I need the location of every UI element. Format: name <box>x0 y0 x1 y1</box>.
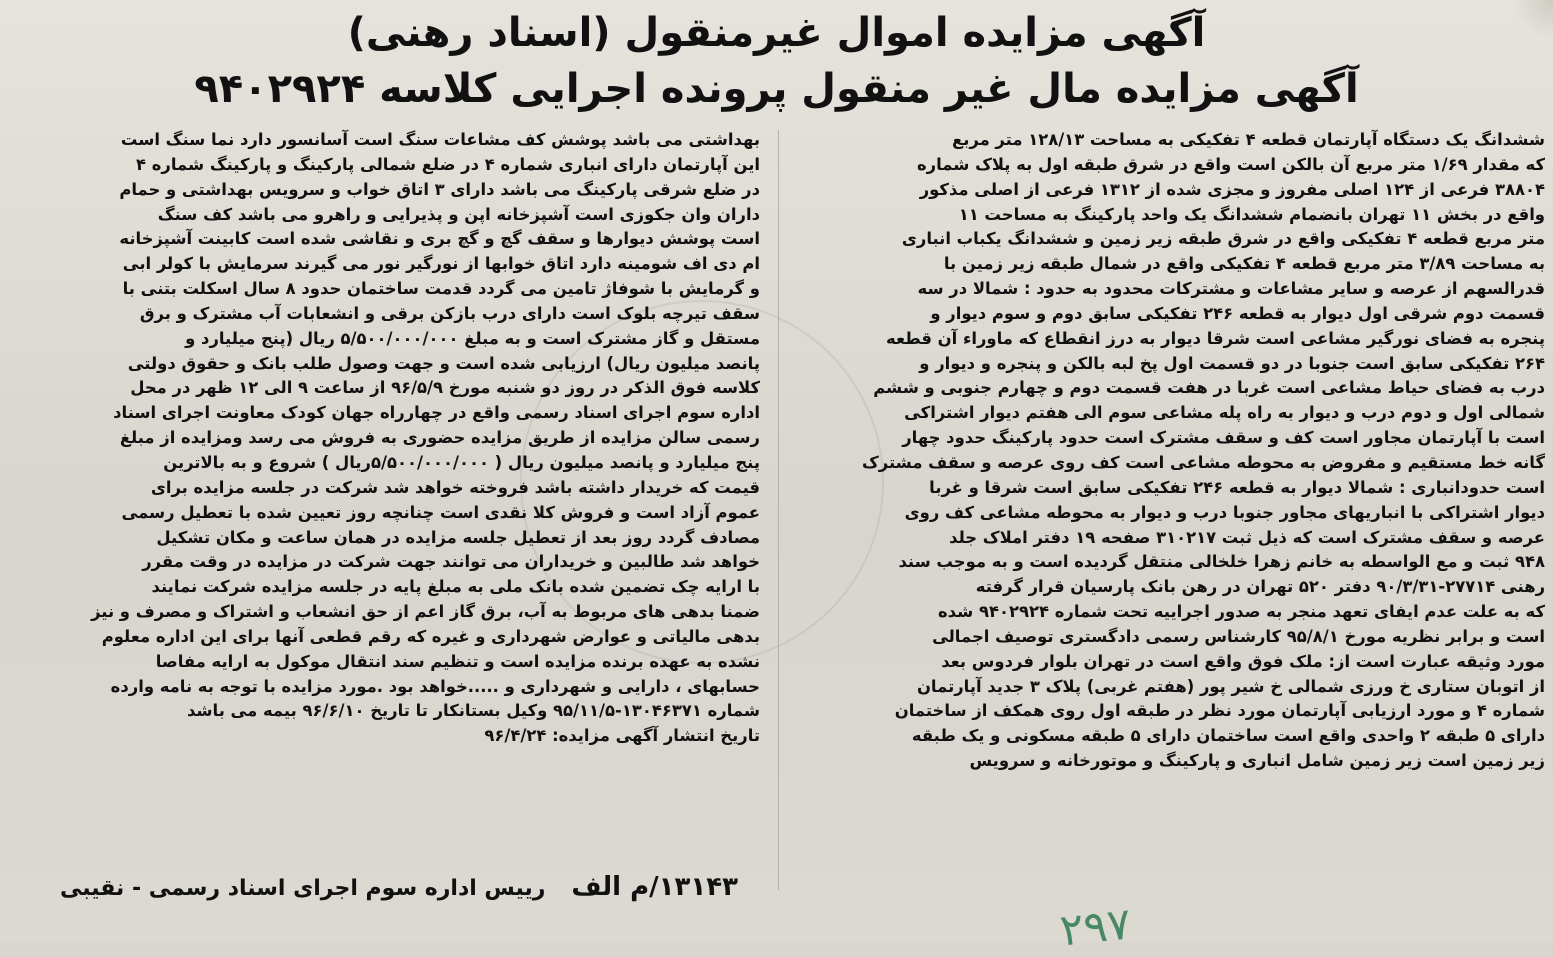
text-line: بدهی مالیاتی و عوارض شهرداری و غیره که رقم قطعی آنها برای این اداره معلوم <box>101 626 760 646</box>
text-line: پنجره به فضای نورگیر مشاعی است شرقا دیوار به درز انقطاع که ماوراء آن قطعه <box>886 328 1545 348</box>
notice-signature: رییس اداره سوم اجرای اسناد رسمی - نقیبی <box>60 876 546 901</box>
text-line: و گرمایش با شوفاژ تامین می گردد قدمت ساختمان حدود ۸ سال اسکلت بتنی با <box>122 279 760 299</box>
text-line: از اتوبان ستاری خ ورزی شمالی خ شیر پور (هفتم غربی) پلاک ۳ جدید آپارتمان <box>916 676 1545 696</box>
text-line: رسمی سالن مزایده از طریق مزایده حضوری به فروش می رسد ومزایده از مبلغ <box>119 428 760 448</box>
text-line: است حدودانباری : شمالا دیوار به قطعه ۲۴۶ تفکیکی سابق است شرقا و غربا <box>929 477 1545 497</box>
text-column-left <box>2 128 760 749</box>
text-line: گانه خط مستقیم و مفروض به محوطه مشاعی است کف روی عرصه و سقف مشترک <box>861 452 1545 472</box>
text-line: دیوار اشتراکی با انباریهای مجاور جنوبا درب و دیوار به محوطه مشاعی کف روی <box>904 502 1545 522</box>
column-divider <box>778 130 779 890</box>
text-line: ۹۴۸ ثبت و مع الواسطه به خانم زهرا خلخالی منتقل گردیده است و به موجب سند <box>898 552 1545 572</box>
text-line: خواهد شد طالبین و خریداران می توانند جهت شرکت در مزایده در وقت مقرر <box>142 552 760 572</box>
text-line: است پوشش دیوارها و سقف گچ و گچ بری و نقاشی شده است کابینت آشپزخانه <box>119 229 760 249</box>
text-line: است با آپارتمان مجاور است کف و سقف مشترک است حدود پارکینگ حدود چهار <box>902 428 1545 448</box>
text-line: رهنی ۲۷۷۱۴-۹۰/۳/۳۱ دفتر ۵۲۰ تهران در رهن بانک پارسیان قرار گرفته <box>975 577 1545 597</box>
text-line: ششدانگ یک دستگاه آپارتمان قطعه ۴ تفکیکی به مساحت ۱۲۸/۱۳ متر مربع <box>952 130 1545 149</box>
text-line: قسمت دوم شرقی اول دیوار به قطعه ۲۴۶ تفکیکی سابق دوم و سوم دیوار و <box>930 303 1545 323</box>
text-line: نشده به عهده برنده مزایده است و تنظیم سند انتقال موکول به ارایه مفاصا <box>155 651 760 671</box>
text-line: شماره ۱۳۰۴۶۳۷۱-۹۵/۱۱/۵ وکیل بستانکار تا تاریخ ۹۶/۶/۱۰ بیمه می باشد <box>186 701 760 721</box>
text-line: شمالی اول و دوم درب و دیوار به راه پله مشاعی سوم الی هفتم دیوار اشتراکی <box>904 403 1545 423</box>
text-line: ۳۸۸۰۴ فرعی از ۱۲۴ اصلی مفروز و مجزی شده از ۱۳۱۲ فرعی از اصلی مذکور <box>919 179 1545 199</box>
text-line: در ضلع شرقی پارکینگ می باشد دارای ۳ اتاق خواب و سرویس بهداشتی و حمام <box>119 179 760 199</box>
text-line: پنج میلیارد و پانصد میلیون ریال ( ۵/۵۰۰/۰۰۰/۰۰۰ریال ) شروع و به بالاترین <box>163 452 760 472</box>
text-line: ۲۶۴ تفکیکی سابق است جنوبا در دو قسمت اول پخ لبه بالکن و پنجره و دیوار و <box>919 353 1545 373</box>
text-line: زیر زمین است زیر زمین شامل انباری و پارکینگ و موتورخانه و سرویس <box>969 751 1545 771</box>
text-column-right <box>805 128 1545 774</box>
text-line: متر مربع قطعه ۴ تفکیکی واقع در شرق طبقه زیر زمین و ششدانگ یکباب انباری <box>901 229 1545 249</box>
text-line: ضمنا بدهی های مربوط به آب، برق گاز اعم از حق انشعاب و اشتراک و مصرف و نیز <box>91 602 760 622</box>
text-line: بهداشتی می باشد پوشش کف مشاعات سنگ است آسانسور دارد نما سنگ است <box>120 130 760 149</box>
text-line: مورد وثیقه عبارت است از: ملک فوق واقع است در تهران بلوار فردوس بعد <box>941 651 1545 671</box>
text-line: شماره ۴ و مورد ارزیابی آپارتمان مورد نظر در طبقه اول روی همکف از ساختمان <box>894 701 1545 721</box>
text-line: که مقدار ۱/۶۹ متر مربع آن بالکن است واقع در شرق طبقه اول به پلاک شماره <box>916 154 1545 174</box>
text-line: مستقل و گاز مشترک است و به مبلغ ۵/۵۰۰/۰۰۰/۰۰۰ ریال (پنج میلیارد و <box>185 328 760 348</box>
text-line: داران وان جکوزی است آشپزخانه اپن و پذیرایی و راهرو می باشد کف سنگ <box>157 204 760 224</box>
text-line: سقف تیرچه بلوک است دارای درب بازکن برقی و انشعابات آب مشترک و برق <box>139 303 760 323</box>
text-line: دارای ۵ طبقه ۲ واحدی واقع است ساختمان دارای ۵ طبقه مسکونی و یک طبقه <box>911 726 1545 746</box>
notice-title-main: آگهی مزایده اموال غیرمنقول (اسناد رهنی) <box>347 10 1206 56</box>
text-line: به مساحت ۳/۸۹ متر مربع قطعه ۴ تفکیکی واقع در شمال طبقه زیر زمین با <box>943 254 1545 274</box>
notice-reference-number: ۱۳۱۴۳/م الف <box>571 872 738 902</box>
text-line: پانصد میلیون ریال) ارزیابی شده است و جهت وصول طلب بانک و حقوق دولتی <box>127 353 760 373</box>
text-line: با ارایه چک تضمین شده بانک ملی به مبلغ پایه در جلسه مزایده شرکت نمایند <box>151 577 760 597</box>
text-line: تاریخ انتشار آگهی مزایده: ۹۶/۴/۲۴ <box>484 726 760 746</box>
handwritten-number: ۲۹۷ <box>1057 898 1134 957</box>
text-line: قدرالسهم از عرصه و سایر مشاعات و مشترکات محدود به حدود : شمالا در سه <box>917 279 1545 299</box>
text-line: حسابهای ، دارایی و شهرداری و .....خواهد بود .مورد مزایده با توجه به نامه وارده <box>110 676 760 696</box>
text-line: قیمت که خریدار داشته باشد فروخته خواهد شد شرکت در جلسه مزایده برای <box>150 477 760 497</box>
text-line: مصادف گردد روز بعد از تعطیل جلسه مزایده در همان ساعت و مکان تشکیل <box>156 527 760 547</box>
text-line: واقع در بخش ۱۱ تهران بانضمام ششدانگ یک واحد پارکینگ به مساحت ۱۱ <box>958 204 1545 224</box>
text-line: است و برابر نظریه مورخ ۹۵/۸/۱ کارشناس رسمی دادگستری توصیف اجمالی <box>932 626 1545 646</box>
text-line: عرصه و سقف مشترک است که ذیل ثبت ۳۱۰۲۱۷ صفحه ۱۹ دفتر املاک جلد <box>949 527 1545 547</box>
text-line: ام دی اف شومینه دارد اتاق خوابها از نورگیر نور می گیرند سرمایش با کولر ابی <box>122 254 760 274</box>
text-line: درب به فضای حیاط مشاعی است غربا در هفت قسمت دوم و چهارم جنوبی و ششم <box>873 378 1545 398</box>
text-line: کلاسه فوق الذکر در روز دو شنبه مورخ ۹۶/۵/۹ از ساعت ۹ الی ۱۲ ظهر در محل <box>130 378 760 398</box>
notice-title-sub: آگهی مزایده مال غیر منقول پرونده اجرایی کلاسه ۹۴۰۲۹۲۴ <box>194 66 1359 112</box>
text-line: اداره سوم اجرای اسناد رسمی واقع در چهارراه جهان کودک معاونت اجرای اسناد <box>113 403 760 423</box>
text-line: که به علت عدم ایفای تعهد منجر به صدور اجراییه تحت شماره ۹۴۰۲۹۲۴ شده <box>938 602 1545 622</box>
text-line: این آپارتمان دارای انباری شماره ۴ در ضلع شمالی پارکینگ و پارکینگ شماره ۴ <box>136 154 760 174</box>
text-line: عموم آزاد است و فروش کلا نقدی است چنانچه روز تعیین شده با تعطیل رسمی <box>121 502 760 522</box>
